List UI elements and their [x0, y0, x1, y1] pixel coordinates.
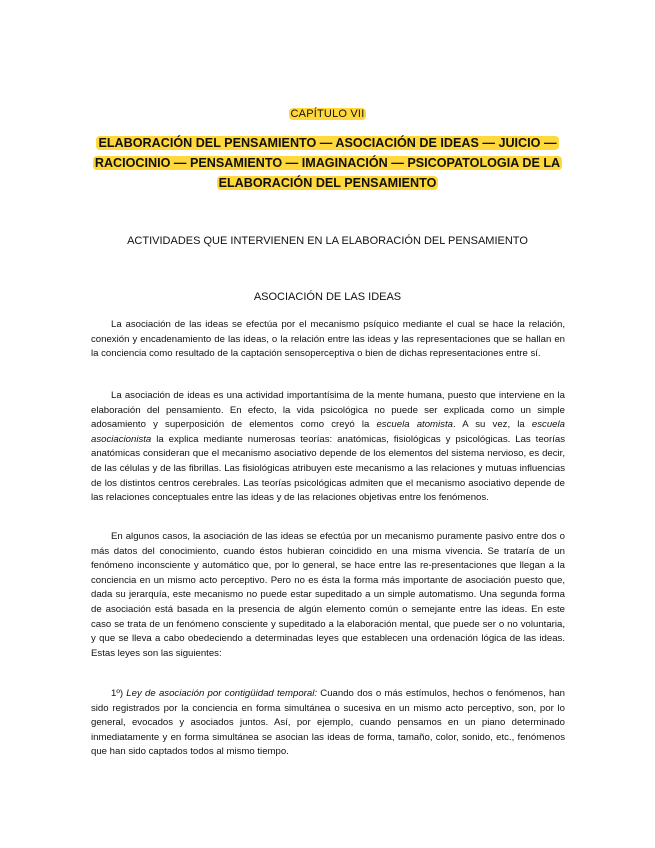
paragraph-1: La asociación de las ideas se efectúa por el mecanismo psíquico mediante el cual se hace la relación, conexión y encadenamiento de las ideas, o la relación entre las ideas y las representaciones que se hallan en la conciencia como resultado de la captación sensoperceptiva o bien de dichas representaciones entre sí.	[91, 319, 565, 360]
law-text: Cuando dos o más estímulos, hechos o fenómenos, han sido registrados por la conciencia en forma simultánea o sucesiva en un mismo acto perceptivo, son, por lo general, evocados y asociados juntos. Así, por ejemplo, cuando pensamos en un piano determinado inmediatamente y en forma simultánea se asocian las ideas de forma, tamaño, color, sonido, etc., fenómenos que han sido captados todos al mismo tiempo.	[91, 688, 565, 758]
paragraph-2-text-e: la explica mediante numerosas teorías: anatómicas, fisiológicas y psicológicas. Las teorías anatómicas consideran que el mecanismo asociativo depende de los elementos del sistema nervioso, es decir, de las células y de las fibrillas. Las fisiológicas atribuyen este mecanismo a las relaciones y mutuas influencias de los distintos centros cerebrales. Las teorías psicológicas admiten que el mecanismo asociativo depende de las relaciones conceptuales entre las ideas y de las relaciones objetivas entre los fenómenos.	[91, 433, 565, 504]
chapter-highlight: CAPÍTULO VII	[290, 108, 365, 120]
law-number: 1º)	[111, 688, 127, 699]
paragraph-2-text-c: . A su vez, la	[452, 419, 532, 431]
paragraph-2-term-asociacionista: escuela asociacionista	[91, 419, 565, 445]
paragraph-2-term-atomista: escuela atomista	[376, 419, 453, 431]
paragraph-3: En algunos casos, la asociación de las ideas se efectúa por un mecanismo puramente pasivo entre dos o más datos del conocimiento, cuando éstos hubieran coincidido en una misma vivencia. Se trataría de un fenómeno inconsciente y automático que, por lo general, se hace entre las re-presentaciones que llegan a la conciencia en un mismo acto perceptivo. Pero no es ésta la forma más importante de asociación puesto que, dada su jerarquía, este mecanismo no puede estar supeditado a un simple automatismo. Una segunda forma de asociación está basada en la presencia de algún elemento común o semejante entre las ideas. En este caso se trata de un fenómeno consciente y supeditado a la elaboración mental, que puede ser o no voluntaria, y que se lleva a cabo obedeciendo a determinadas leyes que establecen una ordenación lógica de las ideas. Estas leyes son las siguientes:	[91, 531, 565, 659]
paragraph-2	[91, 389, 565, 506]
paragraph-4	[91, 687, 565, 760]
chapter-label	[0, 108, 655, 120]
subsection-heading: ASOCIACIÓN DE LAS IDEAS	[253, 291, 402, 303]
section-heading: ACTIVIDADES QUE INTERVIENEN EN LA ELABORACIÓN DEL PENSAMIENTO	[127, 235, 528, 247]
chapter-title	[85, 133, 570, 193]
paragraph-2-text-a: La asociación de ideas es una actividad importantísima de la mente humana, puesto que interviene en la elaboración del pensamiento. En efecto, la vida psicológica no puede ser explicada como un simple adosamiento y superposición de elementos como creyó la	[91, 390, 565, 431]
law-name: Ley de asociación por contigüidad temporal:	[126, 688, 317, 699]
chapter-title-highlight: ELABORACIÓN DEL PENSAMIENTO — ASOCIACIÓN DE IDEAS — JUICIO — RACIOCINIO — PENSAMIENTO — IMAGINACIÓN — PSICOPATOLOGIA DE LA ELABORACIÓN DEL PENSAMIENTO	[94, 136, 561, 190]
